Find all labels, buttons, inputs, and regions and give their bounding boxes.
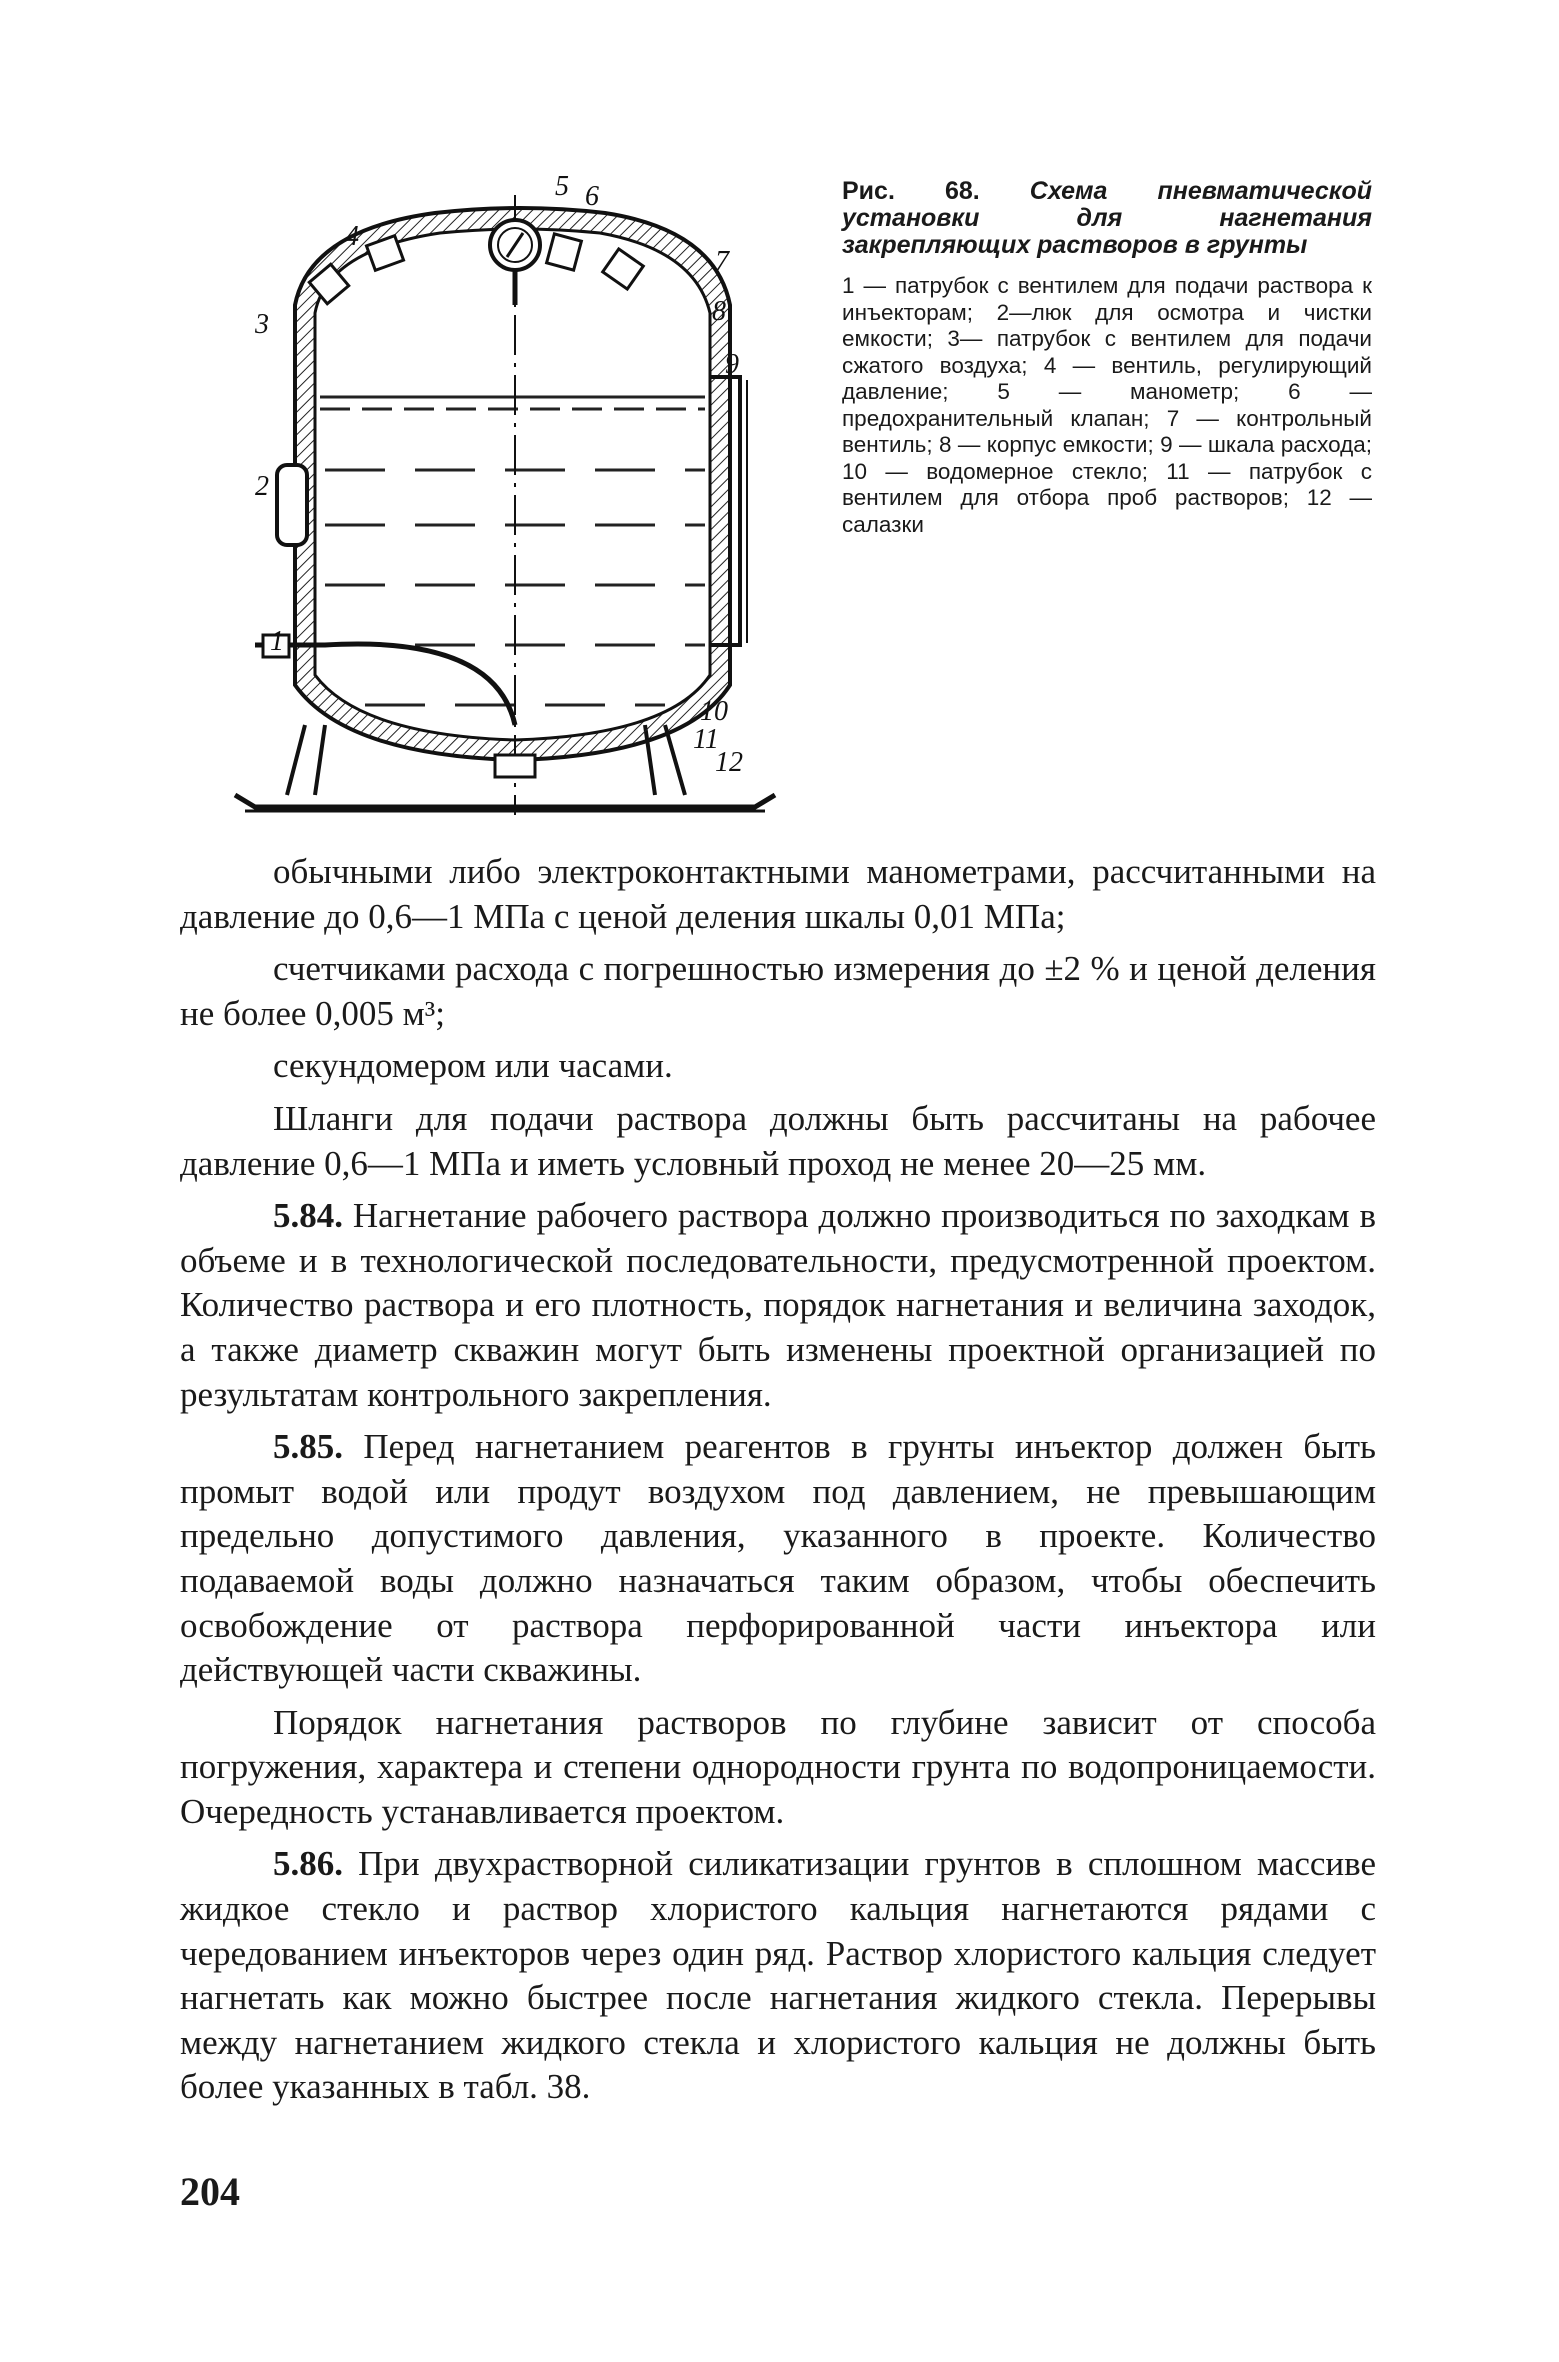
paragraph-5-86: 5.86. При двухрастворной силикатизации грунтов в сплошном массиве жидкое стекло и раствор хлористого кальция нагнетаются рядами с чередованием инъекторов через один ряд. Раствор хлористого кальция следует нагнетать как можно быстрее после нагнетания жидкого стекла. Перерывы между нагнетанием жидкого стекла и хлористого кальция не должны быть более указанных в табл. 38.	[180, 1844, 1376, 2107]
label-8: 8	[712, 296, 726, 327]
tank-inner	[315, 229, 710, 740]
figure-pneumatic-installation	[215, 165, 805, 845]
caption-title	[842, 178, 1372, 259]
caption-figure-title: Схема пневматической установки для нагнетания закрепляющих растворов в грунты	[842, 177, 1373, 259]
section-number: 5.85.	[273, 1427, 343, 1467]
label-4: 4	[345, 221, 359, 252]
caption-figure-number: Рис. 68.	[842, 177, 980, 205]
caption-legend: 1 — патрубок с вентилем для подачи раствора к инъекторам; 2—люк для осмотра и чистки емкости; 3— патрубок с вентилем для подачи сжатого воздуха; 4 — вентиль, регулирующий давление; 5 — манометр; 6 — предохранительный клапан; 7 — контрольный вентиль; 8 — корпус емкости; 9 — шкала расхода; 10 — водомерное стекло; 11 — патрубок с вентилем для отбора проб растворов; 12 — салазки	[842, 273, 1372, 537]
paragraph-4: Шланги для подачи раствора должны быть рассчитаны на рабочее давление 0,6—1 МПа и иметь условный проход не менее 20—25 мм.	[180, 1098, 1376, 1183]
label-5: 5	[555, 171, 569, 202]
label-11: 11	[693, 724, 719, 755]
body-text	[180, 850, 1376, 2110]
left-leg	[287, 725, 325, 795]
label-6: 6	[585, 181, 599, 212]
paragraph-7: Порядок нагнетания растворов по глубине зависит от способа погружения, характера и степени однородности грунта по водопроницаемости. Очередность устанавливается проектом.	[180, 1702, 1376, 1831]
tank-diagram	[215, 165, 805, 845]
inspection-hatch	[277, 465, 307, 545]
page-number: 204	[180, 2169, 240, 2214]
label-2: 2	[255, 471, 269, 502]
label-7: 7	[715, 246, 729, 277]
label-12: 12	[715, 747, 743, 778]
paragraph-3: секундомером или часами.	[273, 1046, 673, 1086]
section-number: 5.84.	[273, 1196, 343, 1236]
label-3: 3	[255, 309, 269, 340]
section-number: 5.86.	[273, 1844, 343, 1884]
label-10: 10	[700, 696, 728, 727]
paragraph-1: обычными либо электроконтактными манометрами, рассчитанными на давление до 0,6—1 МПа с ценой деления шкалы 0,01 МПа;	[180, 852, 1376, 936]
sample-valve	[495, 755, 535, 777]
paragraph-2: счетчиками расхода с погрешностью измерения до ±2 % и ценой деления не более 0,005 м³;	[180, 949, 1376, 1033]
label-1: 1	[270, 626, 284, 657]
label-9: 9	[725, 349, 739, 380]
paragraph-5-85: 5.85. Перед нагнетанием реагентов в грунты инъектор должен быть промыт водой или продут воздухом под давлением, не превышающим предельно допустимого давления, указанного в проекте. Количество подаваемой воды должно назначаться таким образом, чтобы обеспечить освобождение от раствора перфорированной части инъектора или действующей части скважины.	[180, 1427, 1376, 1690]
figure-caption	[842, 178, 1372, 538]
paragraph-5-84: 5.84. Нагнетание рабочего раствора должно производиться по заходкам в объеме и в технологической последовательности, предусмотренной проектом. Количество раствора и его плотность, порядок нагнетания и величина заходок, а также диаметр скважин могут быть изменены проектной организацией по результатам контрольного закрепления.	[180, 1196, 1376, 1414]
skid-shape	[235, 795, 775, 807]
